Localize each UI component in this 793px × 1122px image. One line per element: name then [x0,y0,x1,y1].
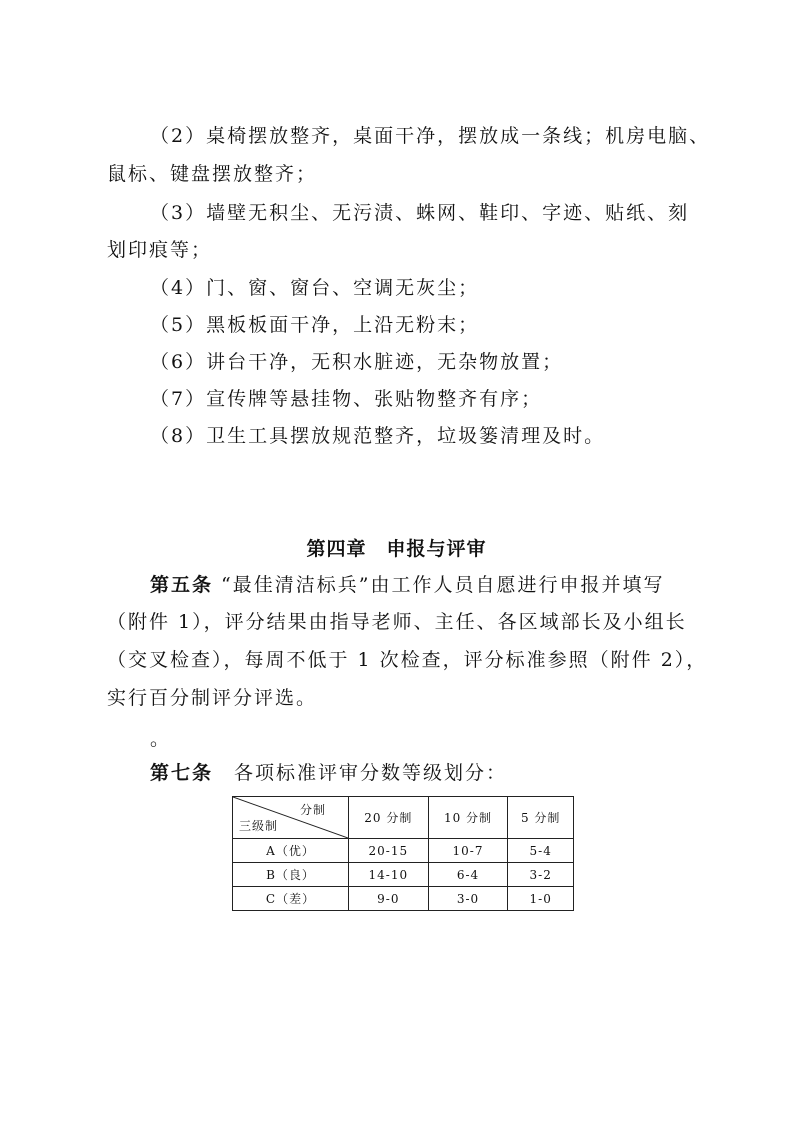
table-header-row [233,797,574,839]
item-8: （8）卫生工具摆放规范整齐，垃圾篓清理及时。 [150,425,606,447]
table-row [233,863,574,887]
article-7-line [150,759,750,787]
score-cell: 3-2 [508,863,574,887]
grade-cell: B（良） [233,863,349,887]
score-cell: 10-7 [428,839,508,863]
article-7-text: 各项标准评审分数等级划分： [213,762,508,784]
grade-cell: A（优） [233,839,349,863]
article-5-label: 第五条 [150,574,214,596]
item-5: （5）黑板板面干净，上沿无粉末； [150,314,480,336]
article-5-line-4: 实行百分制评分评选。 [107,687,318,709]
column-header: 5 分制 [508,797,574,839]
item-2-line-2: 鼠标、键盘摆放整齐； [107,163,318,185]
item-3-line-2: 划印痕等； [107,239,213,261]
score-cell: 9-0 [349,887,429,911]
column-header: 20 分制 [349,797,429,839]
diagonal-header-cell [233,797,349,839]
item-6: （6）讲台干净，无积水脏迹，无杂物放置； [150,351,564,373]
grade-cell: C（差） [233,887,349,911]
article-5-line-3: （交叉检查），每周不低于 1 次检查，评分标准参照（附件 2）， [107,649,708,671]
score-cell: 5-4 [508,839,574,863]
item-4: （4）门、窗、窗台、空调无灰尘； [150,277,480,299]
table-row [233,887,574,911]
stray-mark: 。 [150,728,172,750]
article-5-text: “最佳清洁标兵”由工作人员自愿进行申报并填写 [213,574,665,596]
article-5-line-2: （附件 1），评分结果由指导老师、主任、各区域部长及小组长 [107,611,687,633]
item-7: （7）宣传牌等悬挂物、张贴物整齐有序； [150,388,543,410]
header-grade-label: 三级制 [239,819,279,833]
score-cell: 1-0 [508,887,574,911]
article-5-line-1 [150,571,750,599]
score-cell: 6-4 [428,863,508,887]
item-3-line-1: （3）墙壁无积尘、无污渍、蛛网、鞋印、字迹、贴纸、刻 [150,202,690,224]
chapter-heading: 第四章 申报与评审 [306,538,487,560]
article-7-label: 第七条 [150,762,214,784]
item-2-line-1: （2）桌椅摆放整齐，桌面干净，摆放成一条线；机房电脑、 [150,125,711,147]
header-scale-label: 分制 [299,803,326,817]
column-header: 10 分制 [428,797,508,839]
score-cell: 3-0 [428,887,508,911]
grade-table [232,796,574,911]
score-cell: 20-15 [349,839,429,863]
table-row [233,839,574,863]
score-cell: 14-10 [349,863,429,887]
